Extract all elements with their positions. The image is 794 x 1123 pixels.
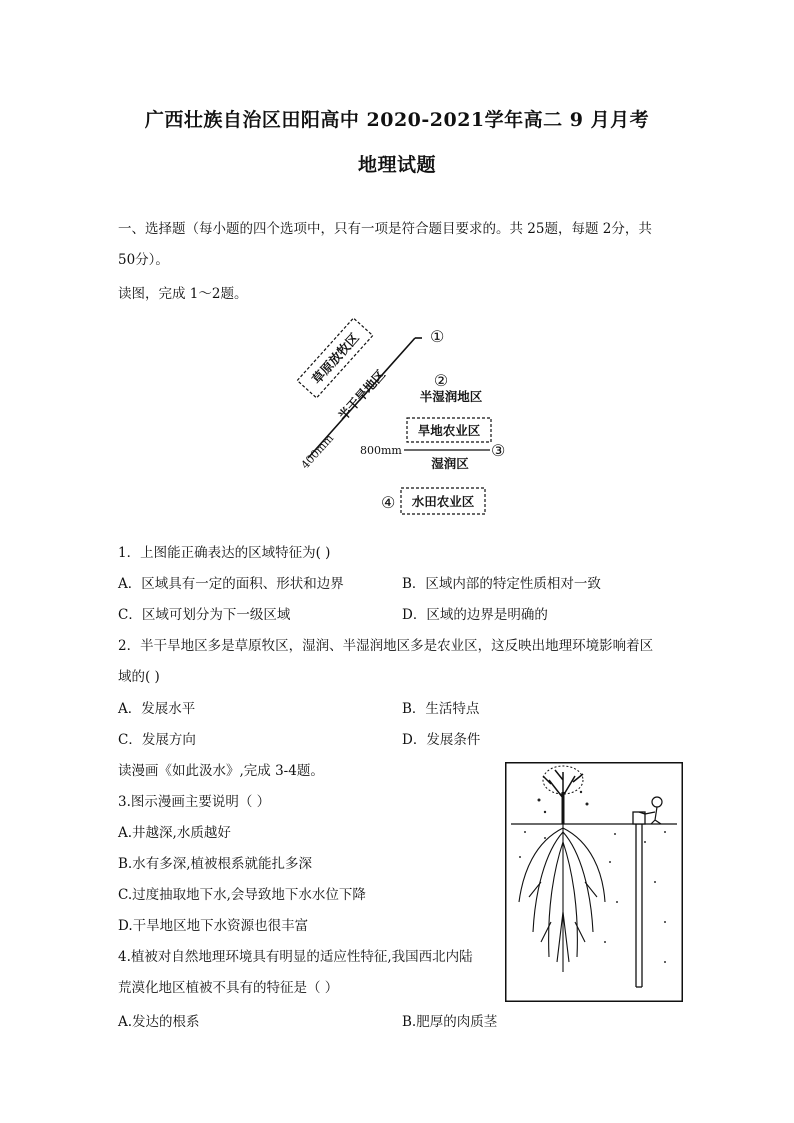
document-title: 广西壮族自治区田阳高中 2020-2021学年高二 9 月月考 xyxy=(144,109,650,131)
question-2-stem-cont: 域的( ) xyxy=(118,669,160,685)
marker-3: ③ xyxy=(491,441,506,460)
question-1-stem: 1．上图能正确表达的区域特征为( ) xyxy=(118,545,331,561)
reading-instruction-3: 读漫画《如此汲水》,完成 3-4题。 xyxy=(118,763,324,779)
section-heading: 一、选择题（每小题的四个选项中，只有一项是符合题目要求的。共 25题，每题 2分，共 xyxy=(118,221,652,237)
marker-2: ② xyxy=(433,371,449,390)
marker-4: ④ xyxy=(381,493,396,512)
region-diagram xyxy=(280,318,520,523)
q2-option-a: A．发展水平 xyxy=(118,701,196,717)
q3-option-c: C.过度抽取地下水,会导致地下水水位下降 xyxy=(118,887,366,903)
question-2-stem: 2．半干旱地区多是草原牧区，湿润、半湿润地区多是农业区，这反映出地理环境影响着区 xyxy=(118,638,654,654)
semi-humid-label: 半湿润地区 xyxy=(419,389,483,404)
marker-1: ① xyxy=(430,327,445,346)
semi-arid-label: 半干旱地区 xyxy=(335,366,389,424)
q2-option-b: B．生活特点 xyxy=(402,701,480,717)
q4-option-b: B.肥厚的肉质茎 xyxy=(402,1014,498,1030)
q3-option-d: D.干旱地区地下水资源也很丰富 xyxy=(118,918,309,934)
cartoon-illustration xyxy=(505,762,683,1002)
q4-option-a: A.发达的根系 xyxy=(118,1014,200,1030)
q1-option-a: A．区域具有一定的面积、形状和边界 xyxy=(118,576,344,592)
question-4-stem: 4.植被对自然地理环境具有明显的适应性特征,我国西北内陆 xyxy=(118,949,473,965)
isohyet-400-label: 400mm xyxy=(298,431,337,472)
reading-instruction-1: 读图，完成 1～2题。 xyxy=(118,286,248,302)
document-subtitle: 地理试题 xyxy=(357,154,436,176)
q3-option-b: B.水有多深,植被根系就能扎多深 xyxy=(118,856,313,872)
q2-option-d: D．发展条件 xyxy=(402,732,481,748)
question-3-stem: 3.图示漫画主要说明（ ） xyxy=(118,794,271,810)
question-4-stem-cont: 荒漠化地区植被不具有的特征是（ ） xyxy=(118,980,339,996)
isohyet-800-label: 800mm xyxy=(360,444,402,457)
dry-farming-label: 旱地农业区 xyxy=(417,423,481,438)
q3-option-a: A.井越深,水质越好 xyxy=(118,825,231,841)
humid-label: 湿润区 xyxy=(431,456,469,471)
q2-option-c: C．发展方向 xyxy=(118,732,196,748)
q1-option-c: C．区域可划分为下一级区域 xyxy=(118,607,291,623)
q1-option-d: D．区域的边界是明确的 xyxy=(402,607,548,623)
q1-option-b: B．区域内部的特定性质相对一致 xyxy=(402,576,601,592)
section-heading-cont: 50分）。 xyxy=(118,252,169,268)
paddy-label: 水田农业区 xyxy=(411,494,475,509)
grassland-label: 草原放牧区 xyxy=(308,330,362,387)
